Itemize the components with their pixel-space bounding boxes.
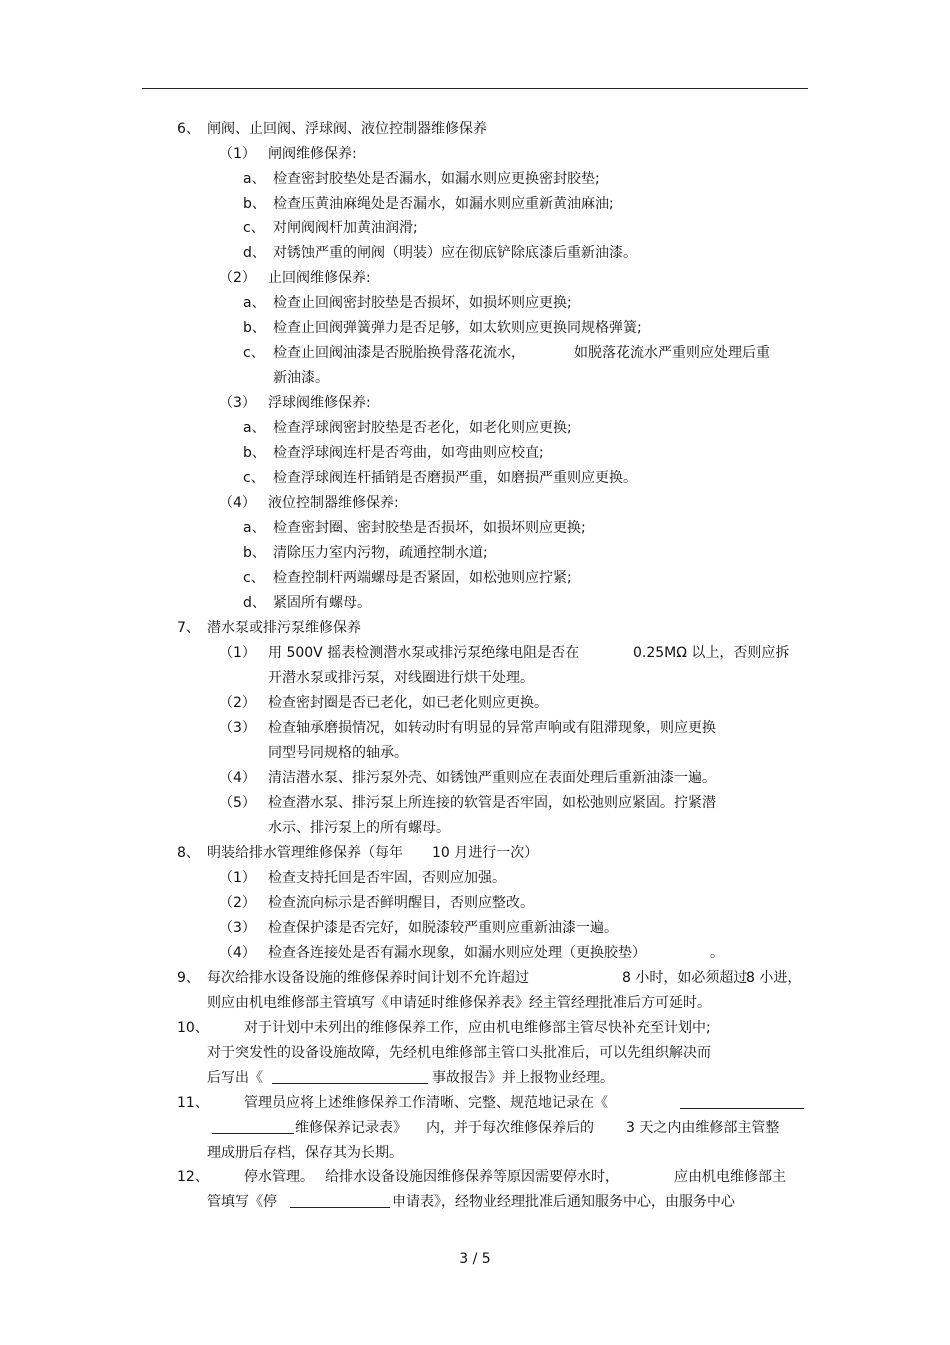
- fill-in-blank: [680, 1094, 804, 1109]
- paragraph-text: 对于突发性的设备设施故障，先经机电维修部主管口头批准后，可以先组织解决而: [207, 1045, 711, 1061]
- sub-item-text: 紧固所有螺母。: [273, 595, 371, 611]
- item-text: 。: [710, 945, 724, 961]
- sub-item-text: 对闸阀阀杆加黄油润滑;: [273, 220, 418, 236]
- item-text: 检查密封圈是否已老化，如已老化则应更换。: [268, 695, 548, 711]
- item-text: 检查支持托回是否牢固，否则应加强。: [268, 870, 506, 886]
- sub-item-text: 检查压黄油麻绳处是否漏水，如漏水则应重新黄油麻油;: [273, 196, 614, 212]
- item-number: （2）: [219, 270, 256, 286]
- sub-letter: d、: [243, 595, 266, 611]
- paragraph-text: 对于计划中未列出的维修保养工作，应由机电维修部主管尽快补充至计划中;: [244, 1020, 711, 1036]
- paragraph-text: 则应由机电维修部主管填写《申请延时维修保养表》经主管经理批准后方可延时。: [207, 995, 711, 1011]
- item-text: 水示、排污泵上的所有螺母。: [268, 820, 450, 836]
- sub-letter: a、: [243, 171, 266, 187]
- item-number: （3）: [219, 395, 256, 411]
- sub-item-text: 检查密封圈、密封胶垫是否损坏，如损坏则应更换;: [273, 520, 586, 536]
- sub-letter: c、: [243, 570, 265, 586]
- sub-letter: a、: [243, 420, 266, 436]
- sub-item-text: 检查浮球阀连杆是否弯曲，如弯曲则应校直;: [273, 445, 544, 461]
- item-text: 用 500V 摇表检测潜水泵或排污泵绝缘电阻是否在: [268, 645, 580, 661]
- section-number: 9、: [177, 970, 200, 986]
- paragraph-text: 每次给排水设备设施的维修保养时间计划不允许超过: [207, 970, 529, 986]
- section-number: 10、: [177, 1020, 209, 1036]
- item-number: （4）: [219, 945, 256, 961]
- sub-item-text: 检查控制杆两端螺母是否紧固，如松弛则应拧紧;: [273, 570, 572, 586]
- item-text: 检查各连接处是否有漏水现象，如漏水则应处理（更换胶垫）: [268, 945, 646, 961]
- section-title: 闸阀、止回阀、浮球阀、液位控制器维修保养: [207, 121, 487, 137]
- item-number: （3）: [219, 920, 256, 936]
- paragraph-text: 3 天之内由维修部主管整: [626, 1120, 780, 1136]
- section-title: 10 月进行一次）: [432, 845, 539, 861]
- sub-item-text: 检查止回阀弹簧弹力是否足够，如太软则应更换同规格弹簧;: [273, 320, 642, 336]
- paragraph-text: 8 小时，如必须超过: [622, 970, 748, 986]
- paragraph-text: 理成册后存档，保存其为长期。: [207, 1145, 403, 1161]
- sub-item-text: 如脱落花流水严重则应处理后重: [574, 345, 770, 361]
- paragraph-text: 应由机电维修部主: [674, 1169, 786, 1185]
- paragraph-text: 维修保养记录表》: [295, 1120, 407, 1136]
- sub-letter: b、: [243, 320, 266, 336]
- item-number: （5）: [219, 795, 256, 811]
- sub-letter: d、: [243, 245, 266, 261]
- paragraph-text: 给排水设备设施因维修保养等原因需要停水时，: [325, 1169, 619, 1185]
- item-text: 清洁潜水泵、排污泵外壳、如锈蚀严重则应在表面处理后重新油漆一遍。: [268, 770, 716, 786]
- item-text: 检查保护漆是否完好，如脱漆较严重则应重新油漆一遍。: [268, 920, 618, 936]
- sub-item-text: 检查止回阀密封胶垫是否损坏，如损坏则应更换;: [273, 295, 572, 311]
- section-number: 6、: [177, 121, 200, 137]
- sub-item-text: 清除压力室内污物，疏通控制水道;: [273, 545, 488, 561]
- sub-letter: a、: [243, 520, 266, 536]
- item-number: （1）: [219, 870, 256, 886]
- sub-item-text: 检查浮球阀连杆插销是否磨损严重，如磨损严重则应更换。: [273, 470, 637, 486]
- item-number: （1）: [219, 645, 256, 661]
- paragraph-text: 内，并于每次维修保养后的: [426, 1120, 594, 1136]
- sub-item-text: 对锈蚀严重的闸阀（明装）应在彻底铲除底漆后重新油漆。: [273, 245, 637, 261]
- paragraph-text: 8 小进，: [746, 970, 802, 986]
- item-number: （4）: [219, 770, 256, 786]
- item-number: （2）: [219, 695, 256, 711]
- item-text: 检查潜水泵、排污泵上所连接的软管是否牢固，如松弛则应紧固。拧紧潜: [268, 795, 716, 811]
- paragraph-text: 管填写《停: [207, 1194, 277, 1210]
- item-text: 开潜水泵或排污泵，对线圈进行烘干处理。: [268, 670, 534, 686]
- sub-item-text: 新油漆。: [273, 370, 329, 386]
- paragraph-text: 申请表》，经物业经理批准后通知服务中心，由服务中心: [392, 1194, 735, 1210]
- item-text: 检查流向标示是否鲜明醒目，否则应整改。: [268, 895, 534, 911]
- item-title: 液位控制器维修保养:: [268, 495, 399, 511]
- sub-item-text: 检查浮球阀密封胶垫是否老化，如老化则应更换;: [273, 420, 572, 436]
- paragraph-text: 管理员应将上述维修保养工作清晰、完整、规范地记录在《: [244, 1095, 608, 1111]
- item-text: 同型号同规格的轴承。: [268, 745, 408, 761]
- section-number: 8、: [177, 845, 200, 861]
- section-number: 11、: [177, 1095, 209, 1111]
- section-title: 明装给排水管理维修保养（每年: [207, 845, 403, 861]
- fill-in-blank: [290, 1193, 390, 1208]
- item-text: 0.25MΩ 以上，否则应拆: [633, 645, 790, 661]
- paragraph-text: 事故报告》并上报物业经理。: [432, 1070, 614, 1086]
- sub-letter: b、: [243, 445, 266, 461]
- paragraph-text: 后写出《: [207, 1070, 263, 1086]
- sub-letter: c、: [243, 345, 265, 361]
- fill-in-blank: [212, 1119, 294, 1134]
- paragraph-text: 停水管理。: [244, 1169, 314, 1185]
- section-number: 12、: [177, 1169, 209, 1185]
- sub-letter: c、: [243, 470, 265, 486]
- header-rule: [142, 88, 808, 89]
- section-title: 潜水泵或排污泵维修保养: [207, 620, 361, 636]
- item-number: （4）: [219, 495, 256, 511]
- item-title: 浮球阀维修保养:: [268, 395, 371, 411]
- sub-letter: c、: [243, 220, 265, 236]
- sub-letter: a、: [243, 295, 266, 311]
- page-number: 3 / 5: [459, 1251, 491, 1267]
- item-number: （1）: [219, 146, 256, 162]
- sub-item-text: 检查密封胶垫处是否漏水，如漏水则应更换密封胶垫;: [273, 171, 600, 187]
- item-title: 闸阀维修保养:: [268, 146, 357, 162]
- item-number: （2）: [219, 895, 256, 911]
- fill-in-blank: [272, 1069, 428, 1084]
- sub-letter: b、: [243, 196, 266, 212]
- sub-item-text: 检查止回阀油漆是否脱胎换骨落花流水，: [273, 345, 525, 361]
- item-text: 检查轴承磨损情况，如转动时有明显的异常声响或有阻滞现象，则应更换: [268, 720, 716, 736]
- sub-letter: b、: [243, 545, 266, 561]
- item-title: 止回阀维修保养:: [268, 270, 371, 286]
- section-number: 7、: [177, 620, 200, 636]
- item-number: （3）: [219, 720, 256, 736]
